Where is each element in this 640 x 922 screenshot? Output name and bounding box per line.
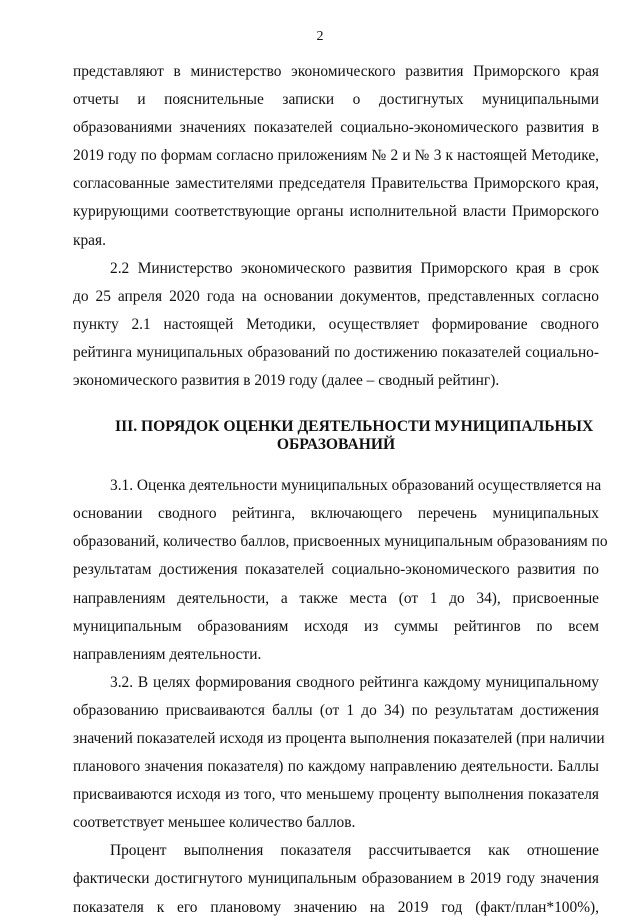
text-line: значений показателей исходя из процента выполнения показателей (при наличии [73,729,605,747]
document-body [73,58,608,922]
text-line: образований, количество баллов, присвоенных муниципальным образованиям по [73,533,608,551]
text-line: отчеты и пояснительные записки о достигнутых муниципальными [73,91,599,109]
text-line: рейтинга муниципальных образований по достижению показателей социально- [73,343,599,361]
paragraph-3-1 [73,472,608,669]
text-line: основании сводного рейтинга, включающего перечень муниципальных [73,505,599,523]
text-line: образованиями значениях показателей социально-экономического развития в [73,119,599,137]
paragraph-percent-calculation [73,837,599,921]
text-line: присваиваются исходя из того, что меньшему проценту выполнения показателя [73,786,599,804]
section-heading-line: III. ПОРЯДОК ОЦЕНКИ ДЕЯТЕЛЬНОСТИ МУНИЦИПАЛЬНЫХ [115,418,594,436]
text-line: 2019 году по формам согласно приложениям № 2 и № 3 к настоящей Методике, [73,147,599,165]
section-heading [73,418,599,454]
text-line: планового значения показателя) по каждому направлению деятельности. Баллы [73,758,599,776]
text-line: результатам достижения показателей социально-экономического развития по [73,561,599,579]
text-line: образованию присваиваются баллы (от 1 до 34) по результатам достижения [73,701,599,719]
text-line: согласованные заместителями председателя Правительства Приморского края, [73,175,599,193]
paragraph-reports-submission [73,58,599,255]
text-line: экономического развития в 2019 году (далее – сводный рейтинг). [73,372,500,390]
text-line: курирующими соответствующие органы исполнительной власти Приморского [73,203,599,221]
text-line: показателя к его плановому значению на 2019 год (факт/план*100%), [73,898,599,916]
text-line: пункту 2.1 настоящей Методики, осуществляет формирование сводного [73,315,599,333]
text-line: 3.1. Оценка деятельности муниципальных образований осуществляется на [110,477,602,495]
text-line: до 25 апреля 2020 года на основании документов, представленных согласно [73,287,599,305]
text-line: 3.2. В целях формирования сводного рейтинга каждому муниципальному [110,673,599,691]
text-line: края. [73,231,106,249]
text-line: 2.2 Министерство экономического развития Приморского края в срок [110,259,599,277]
text-line: соответствует меньшее количество баллов. [73,814,356,832]
text-line: направлениям деятельности, а также места (от 1 до 34), присвоенные [73,589,599,607]
section-heading-line: ОБРАЗОВАНИЙ [276,436,396,454]
text-line: Процент выполнения показателя рассчитывается как отношение [110,842,599,860]
paragraph-2-2 [73,255,599,395]
text-line: фактически достигнутого муниципальным образованием в 2019 году значения [73,870,599,888]
text-line: муниципальным образованиям исходя из суммы рейтингов по всем [73,617,599,635]
text-line: представляют в министерство экономического развития Приморского края [73,63,599,80]
paragraph-3-2 [73,669,605,838]
text-line: направлениям деятельности. [73,645,262,663]
page-number: 2 [316,29,324,44]
